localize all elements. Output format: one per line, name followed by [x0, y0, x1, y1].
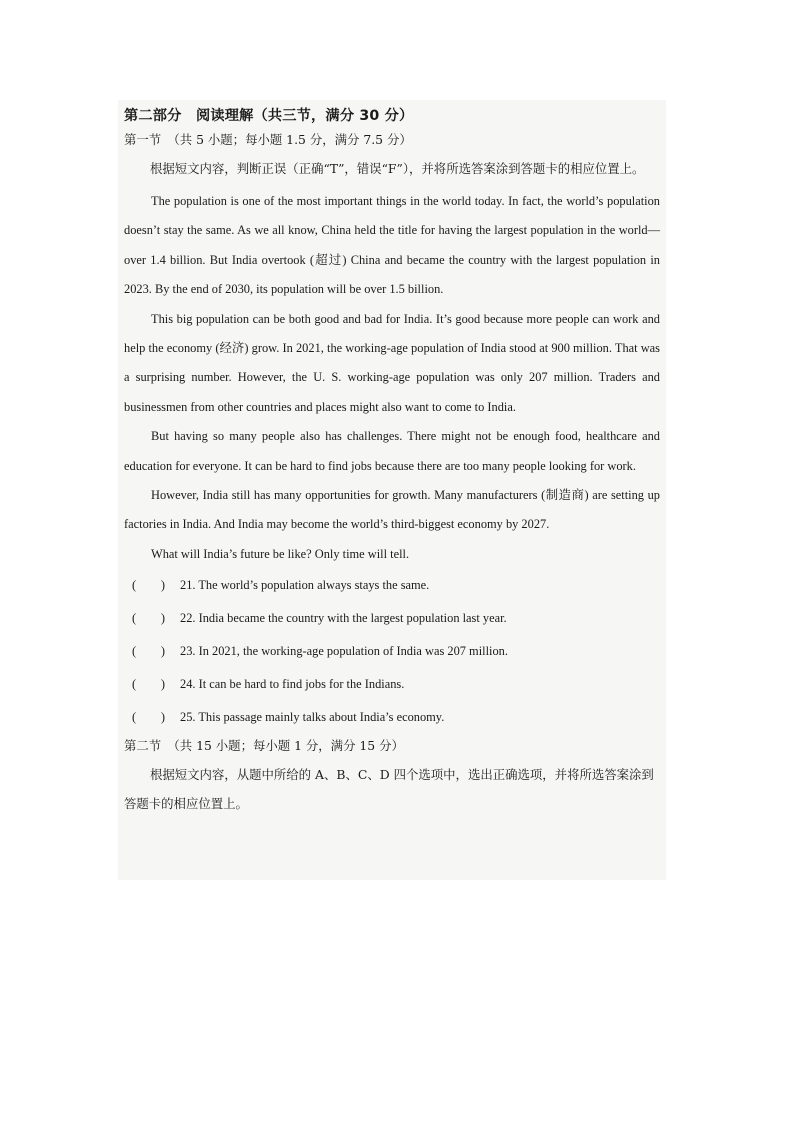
question-item	[124, 569, 660, 602]
question-text: 21. The world’s population always stays the same.	[180, 578, 430, 593]
question-item	[124, 668, 660, 701]
answer-blank[interactable]: ( )	[132, 611, 166, 626]
question-item	[124, 602, 660, 635]
passage-paragraph: But having so many people also has challenges. There might not be enough food, healthcare and education for everyone. It can be hard to find jobs because there are too many people looking for work.	[124, 429, 660, 473]
question-list	[124, 569, 660, 734]
answer-blank[interactable]: ( )	[132, 677, 166, 692]
exam-page	[124, 104, 660, 818]
section1-heading: 第一节 （共 5 小题；每小题 1.5 分，满分 7.5 分）	[124, 132, 412, 147]
question-item	[124, 635, 660, 668]
question-item	[124, 701, 660, 734]
passage-paragraph: The population is one of the most important things in the world today. In fact, the world’s population doesn’t stay the same. As we all know, China held the title for having the largest population in the world—over 1.4 billion. But India overtook (超过) China and became the country with the largest population in 2023. By the end of 2030, its population will be over 1.5 billion.	[124, 194, 660, 297]
section1-instruction: 根据短文内容，判断正误（正确“T”，错误“F”），并将所选答案涂到答题卡的相应位置上。	[150, 161, 645, 176]
answer-blank[interactable]: ( )	[132, 578, 166, 593]
answer-blank[interactable]: ( )	[132, 644, 166, 659]
section2-heading: 第二节 （共 15 小题；每小题 1 分，满分 15 分）	[124, 738, 404, 754]
question-text: 23. In 2021, the working-age population of India was 207 million.	[180, 644, 508, 659]
section2-instruction: 根据短文内容，从题中所给的 A、B、C、D 四个选项中，选出正确选项，并将所选答案涂到答题卡的相应位置上。	[124, 767, 654, 812]
passage-paragraph: What will India’s future be like? Only time will tell.	[151, 546, 410, 561]
passage-paragraph: However, India still has many opportunities for growth. Many manufacturers (制造商) are setting up factories in India. And India may become the world’s third-biggest economy by 2027.	[124, 488, 660, 532]
answer-blank[interactable]: ( )	[132, 710, 166, 725]
passage-paragraph: This big population can be both good and bad for India. It’s good because more people can work and help the economy (经济) grow. In 2021, the working-age population of India stood at 900 million. That was a surprising number. However, the U. S. working-age population was only 207 million. Traders and businessmen from other countries and places might also want to come to India.	[124, 311, 660, 414]
question-text: 25. This passage mainly talks about India’s economy.	[180, 710, 445, 725]
question-text: 24. It can be hard to find jobs for the Indians.	[180, 677, 405, 692]
question-text: 22. India became the country with the largest population last year.	[180, 611, 507, 626]
reading-passage	[124, 187, 660, 569]
part-title: 第二部分 阅读理解（共三节，满分 30 分）	[124, 108, 414, 124]
